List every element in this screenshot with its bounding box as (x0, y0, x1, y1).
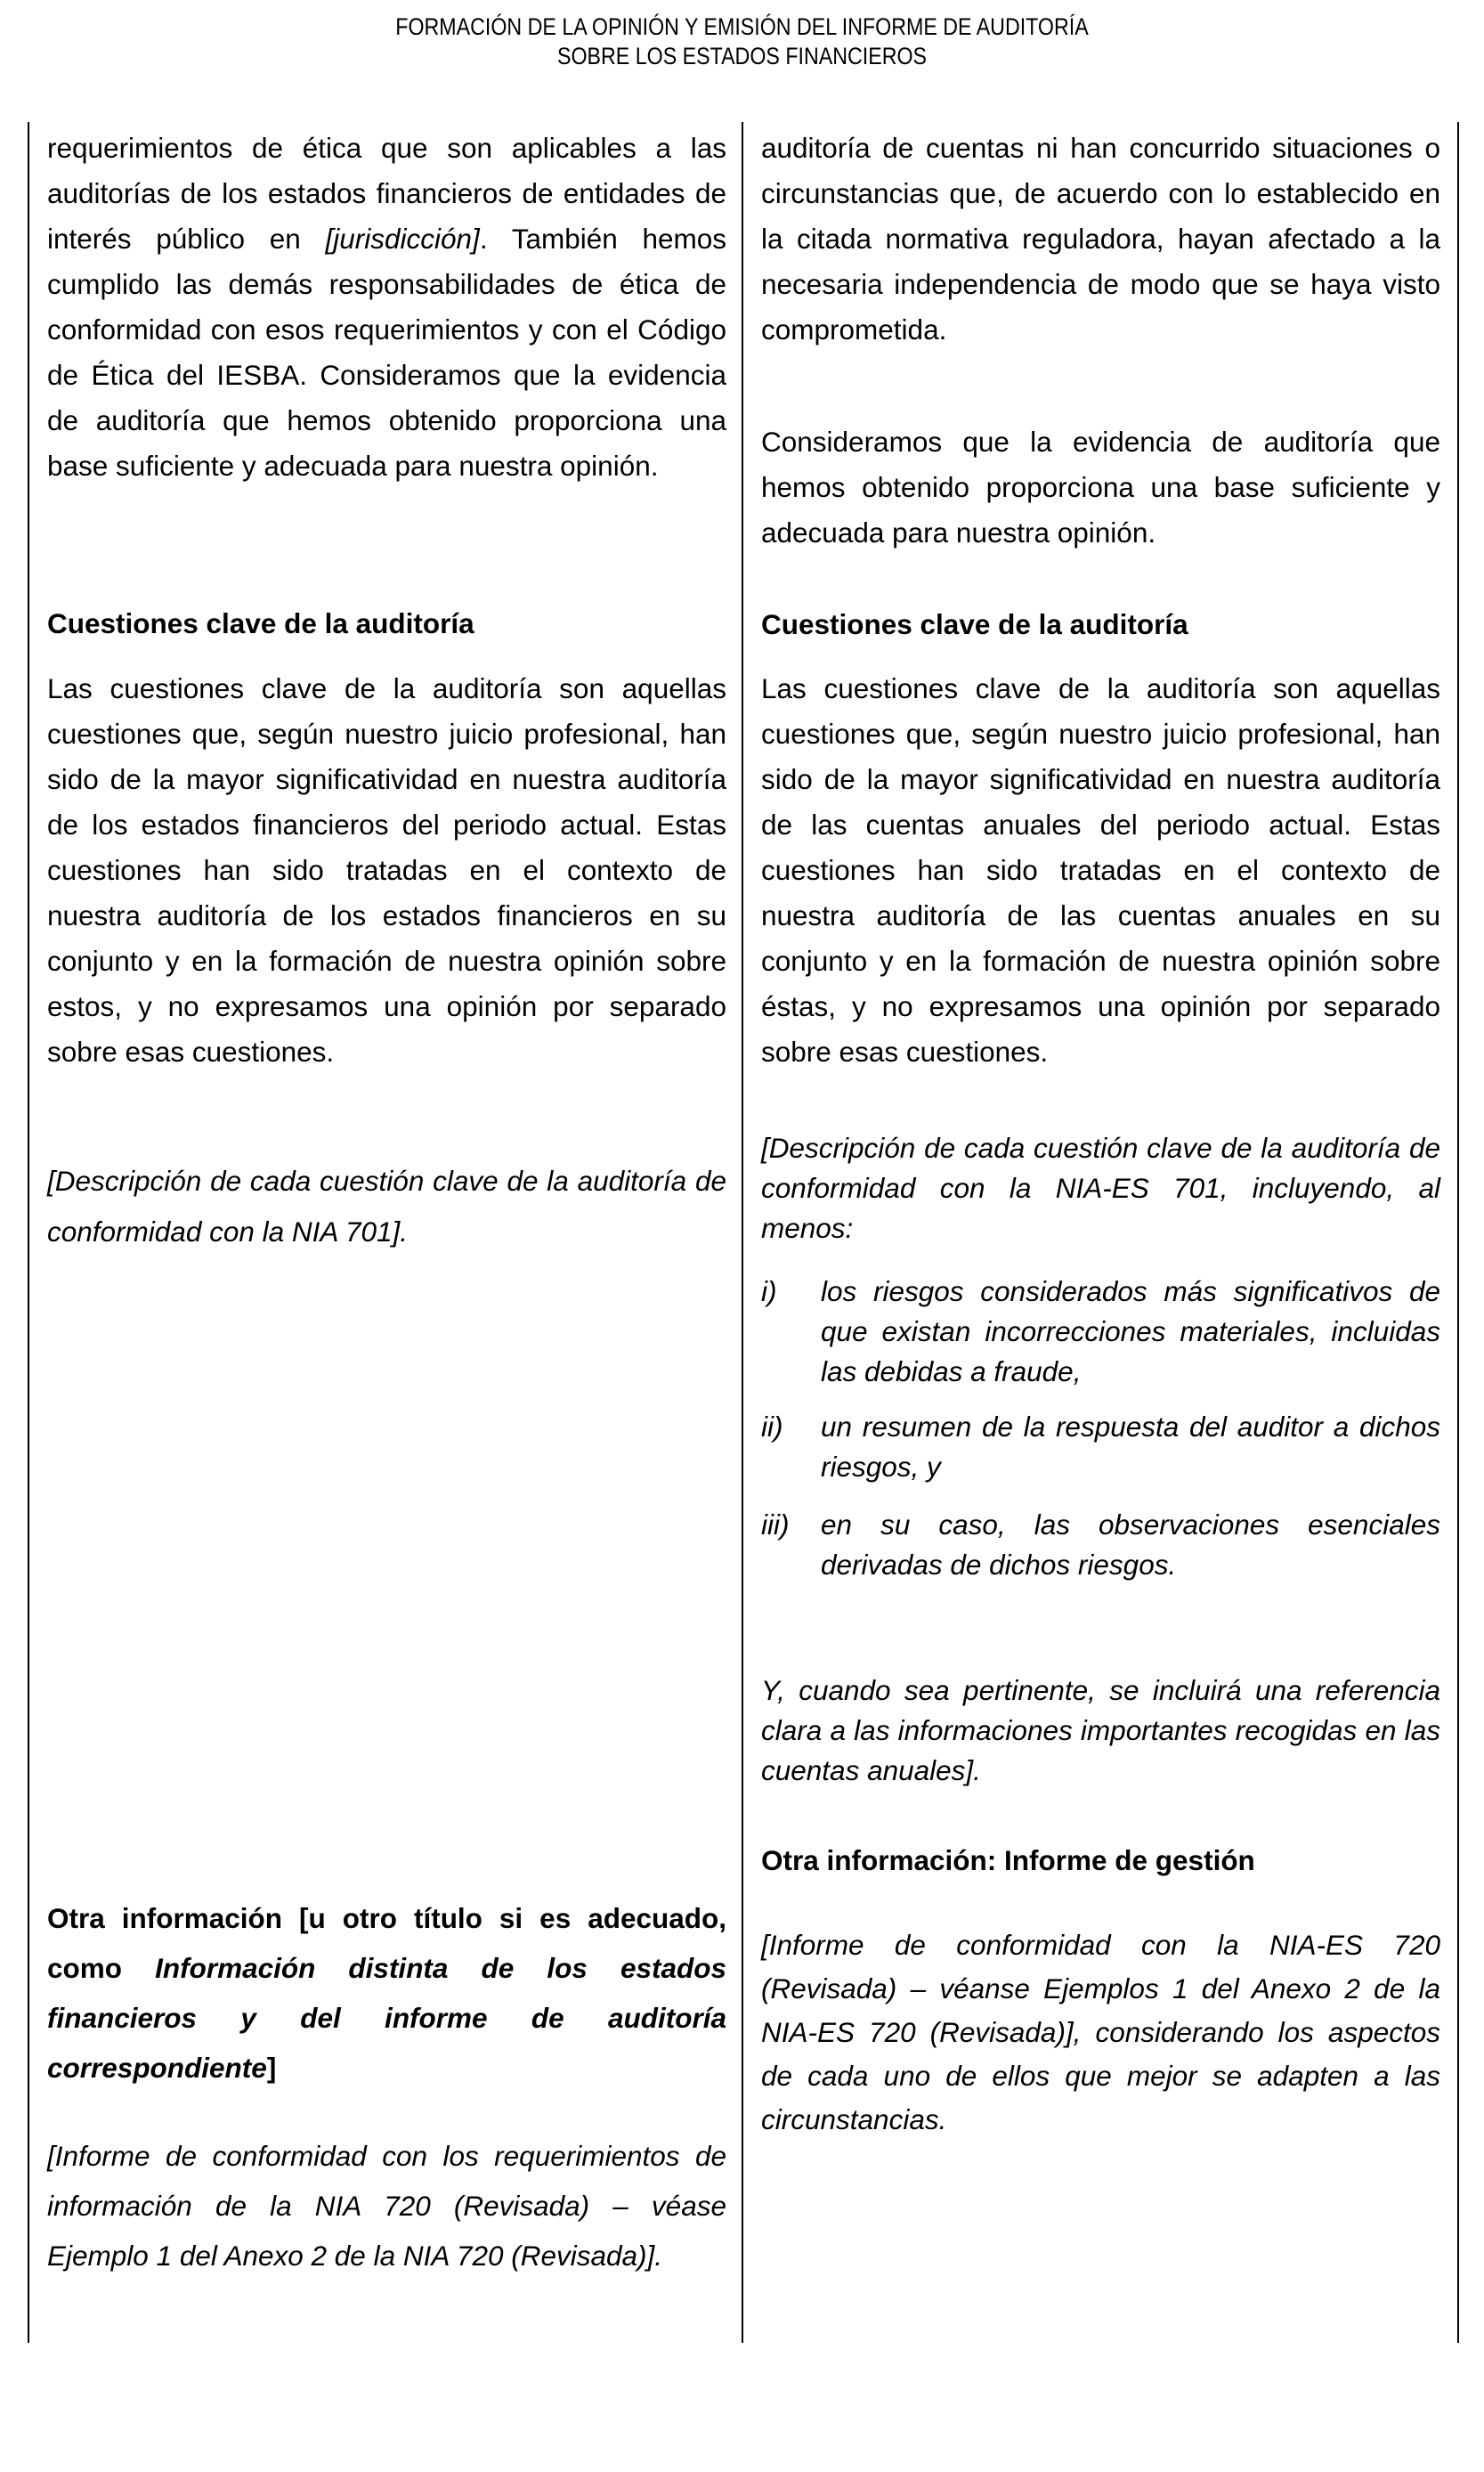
right-evidence-paragraph: Consideramos que la evidencia de auditoría que hemos obtenido proporciona una base suficiente y adecuada para nuestra opinión. (761, 426, 1440, 549)
left-other-info-paragraph: [Informe de conformidad con los requerimientos de información de la NIA 720 (Revisada) – véase Ejemplo 1 del Anexo 2 de la NIA 720 (Revisada)]. (47, 2140, 726, 2272)
list-item-text: un resumen de la respuesta del auditor a dichos riesgos, y (821, 1411, 1440, 1483)
page-header (104, 12, 1381, 71)
left-other-info-heading (47, 1893, 726, 2093)
left-kam-heading: Cuestiones clave de la auditoría (47, 607, 474, 639)
right-kam-paragraph: Las cuestiones clave de la auditoría son aquellas cuestiones que, según nuestro juicio profesional, han sido de la mayor significatividad en nuestra auditoría de las cuentas anuales del periodo actual. Estas cuestiones han sido tratadas en el contexto de nuestra auditoría de las cuentas anuales en su conjunto y en la formación de nuestra opinión sobre éstas, y no expresamos una opinión por separado sobre esas cuestiones. (761, 672, 1440, 1068)
list-item-text: los riesgos considerados más significativos de que existan incorrecciones materiales, incluidas las debidas a fraude, (821, 1275, 1440, 1387)
left-ethics-paragraph (47, 126, 726, 489)
left-ethics-text: requerimientos de ética que son aplicables a las auditorías de los estados financieros de entidades de interés público en (47, 132, 726, 255)
left-kam-paragraph: Las cuestiones clave de la auditoría son aquellas cuestiones que, según nuestro juicio profesional, han sido de la mayor significatividad en nuestra auditoría de los estados financieros del periodo actual. Estas cuestiones han sido tratadas en el contexto de nuestra auditoría de los estados financieros en su conjunto y en la formación de nuestra opinión sobre estos, y no expresamos una opinión por separado sobre esas cuestiones. (47, 672, 726, 1068)
table-border-left (28, 122, 29, 2343)
left-kam-description: [Descripción de cada cuestión clave de la auditoría de conformidad con la NIA 701]. (47, 1165, 726, 1248)
left-ethics-text-end: . También hemos cumplido las demás responsabilidades de ética de conformidad con esos requerimientos y con el Código de Ética del IESBA. Consideramos que la evidencia de auditoría que hemos obtenido proporciona una base suficiente y adecuada para nuestra opinión. (47, 223, 726, 482)
header-title-line-1: FORMACIÓN DE LA OPINIÓN Y EMISIÓN DEL INFORME DE AUDITORÍA (395, 13, 1089, 40)
right-other-info-paragraph: [Informe de conformidad con la NIA-ES 720 (Revisada) – véanse Ejemplos 1 del Anexo 2 de la NIA-ES 720 (Revisada)], considerando los aspectos de cada uno de ellos que mejor se adapten a las circunstancias. (761, 1929, 1440, 2135)
list-item-text: en su caso, las observaciones esenciales derivadas de dichos riesgos. (821, 1508, 1440, 1581)
list-item-label: iii) (761, 1508, 790, 1541)
right-kam-description: [Descripción de cada cuestión clave de la auditoría de conformidad con la NIA-ES 701, incluyendo, al menos: (761, 1132, 1440, 1244)
right-independence-paragraph: auditoría de cuentas ni han concurrido situaciones o circunstancias que, de acuerdo con lo establecido en la citada normativa reguladora, hayan afectado a la necesaria independencia de modo que se haya visto comprometida. (761, 132, 1440, 346)
list-item-label: i) (761, 1275, 777, 1307)
jurisdiction-placeholder: [jurisdicción] (325, 223, 480, 255)
table-border-right (1457, 122, 1459, 2343)
list-item-label: ii) (761, 1411, 783, 1443)
right-kam-closing: Y, cuando sea pertinente, se incluirá una referencia clara a las informaciones importantes recogidas en las cuentas anuales]. (761, 1674, 1440, 1786)
left-other-heading-close: ] (266, 2052, 277, 2084)
right-kam-heading: Cuestiones clave de la auditoría (761, 608, 1188, 640)
header-title-line-2: SOBRE LOS ESTADOS FINANCIEROS (556, 43, 928, 69)
table-border-center (742, 122, 743, 2343)
left-other-heading-italic: Información distinta de los estados financieros y del informe de auditoría correspondiente (47, 1952, 726, 2084)
left-other-heading-text: Otra información [u otro título si es adecuado, como (47, 1902, 726, 1984)
right-other-info-heading: Otra información: Informe de gestión (761, 1844, 1255, 1876)
